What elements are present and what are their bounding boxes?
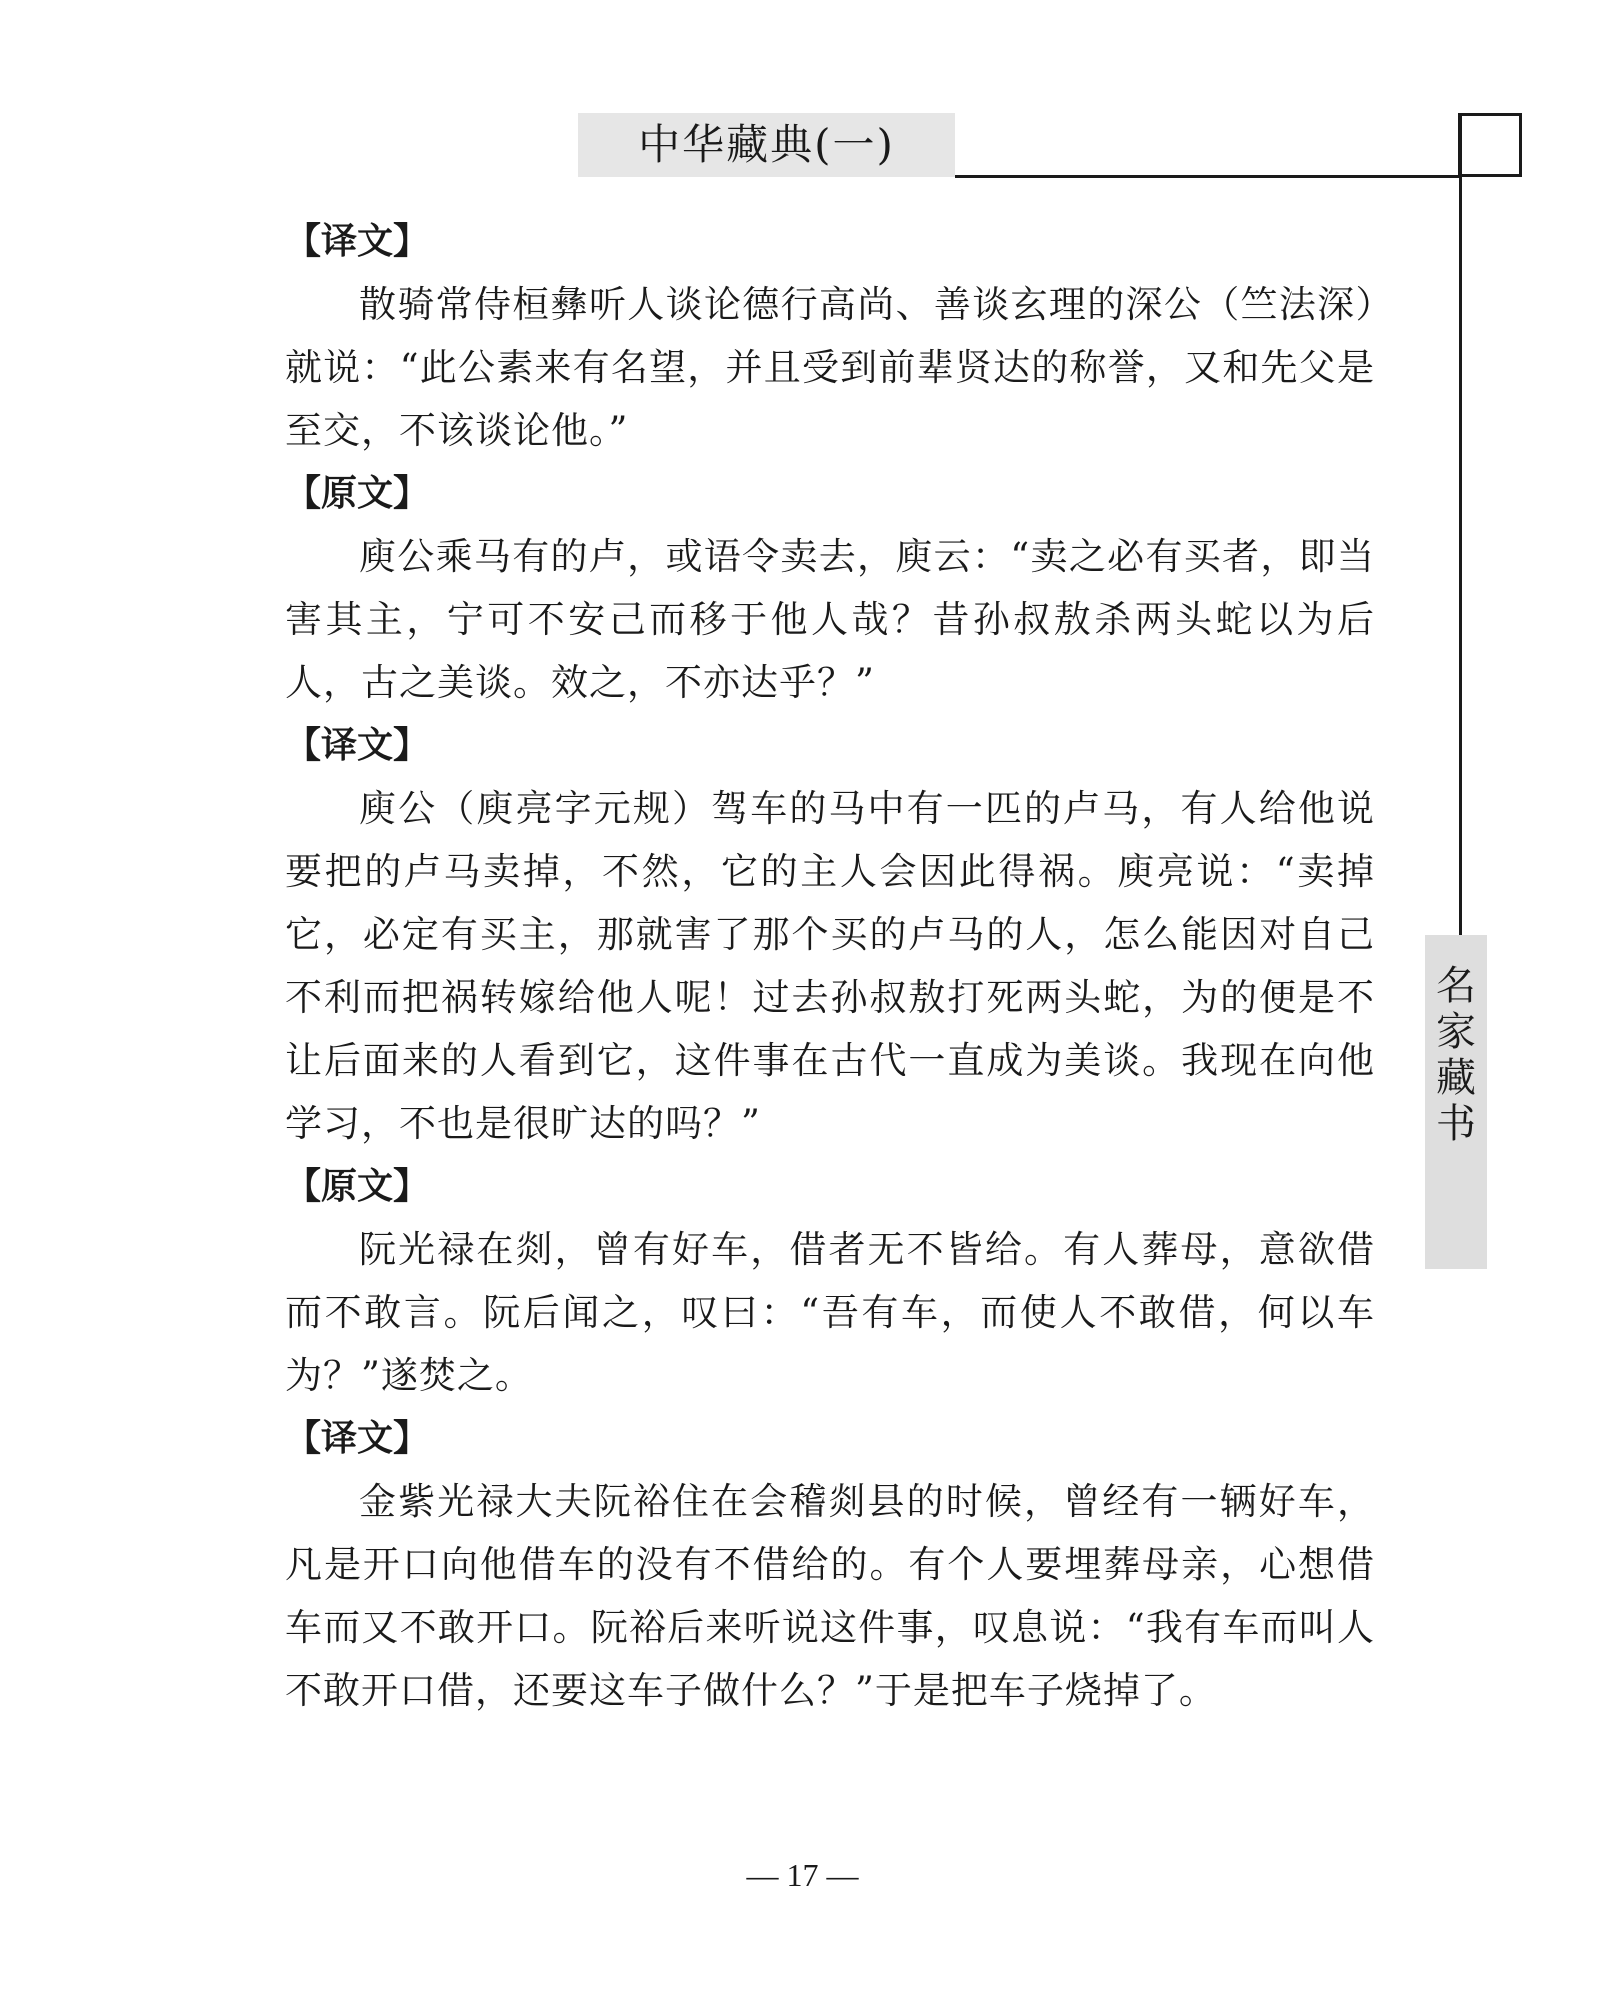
side-tab-char: 家 [1436, 1009, 1476, 1055]
paragraph-original: 阮光禄在剡，曾有好车，借者无不皆给。有人葬母，意欲借而不敢言。阮后闻之，叹曰：“吾有车，而使人不敢借，何以车为？”遂焚之。 [285, 1228, 1375, 1397]
margin-vertical-rule [1459, 113, 1462, 935]
paragraph-translation: 散骑常侍桓彝听人谈论德行高尚、善谈玄理的深公（竺法深）就说：“此公素来有名望，并且受到前辈贤达的称誉，又和先父是至交，不该谈论他。” [285, 283, 1375, 452]
header-rule [955, 175, 1462, 178]
corner-square-ornament [1458, 113, 1522, 177]
section-label-translation: 【译文】 [285, 1418, 430, 1459]
page-number: — 17 — [746, 1857, 859, 1893]
section-label-original: 【原文】 [285, 473, 430, 514]
page-body [285, 210, 1375, 1722]
paragraph-original: 庾公乘马有的卢，或语令卖去，庾云：“卖之必有买者，即当害其主，宁可不安己而移于他人哉？昔孙叔敖杀两头蛇以为后人，古之美谈。效之，不亦达乎？” [285, 535, 1375, 704]
book-title-header [578, 113, 955, 177]
side-tab-series-name [1425, 935, 1487, 1269]
side-tab-char: 书 [1436, 1101, 1476, 1147]
book-title: 中华藏典(一) [638, 120, 895, 169]
paragraph-translation: 庾公（庾亮字元规）驾车的马中有一匹的卢马，有人给他说要把的卢马卖掉，不然，它的主人会因此得祸。庾亮说：“卖掉它，必定有买主，那就害了那个买的卢马的人，怎么能因对自己不利而把祸转嫁给他人呢！过去孙叔敖打死两头蛇，为的便是不让后面来的人看到它，这件事在古代一直成为美谈。我现在向他学习，不也是很旷达的吗？” [285, 787, 1375, 1145]
section-label-original: 【原文】 [285, 1166, 430, 1207]
section-label-translation: 【译文】 [285, 221, 430, 262]
section-label-translation: 【译文】 [285, 725, 430, 766]
side-tab-char: 藏 [1436, 1055, 1476, 1101]
side-tab-char: 名 [1436, 963, 1476, 1009]
paragraph-translation: 金紫光禄大夫阮裕住在会稽剡县的时候，曾经有一辆好车，凡是开口向他借车的没有不借给的。有个人要埋葬母亲，心想借车而又不敢开口。阮裕后来听说这件事，叹息说：“我有车而叫人不敢开口借，还要这车子做什么？”于是把车子烧掉了。 [285, 1480, 1375, 1712]
